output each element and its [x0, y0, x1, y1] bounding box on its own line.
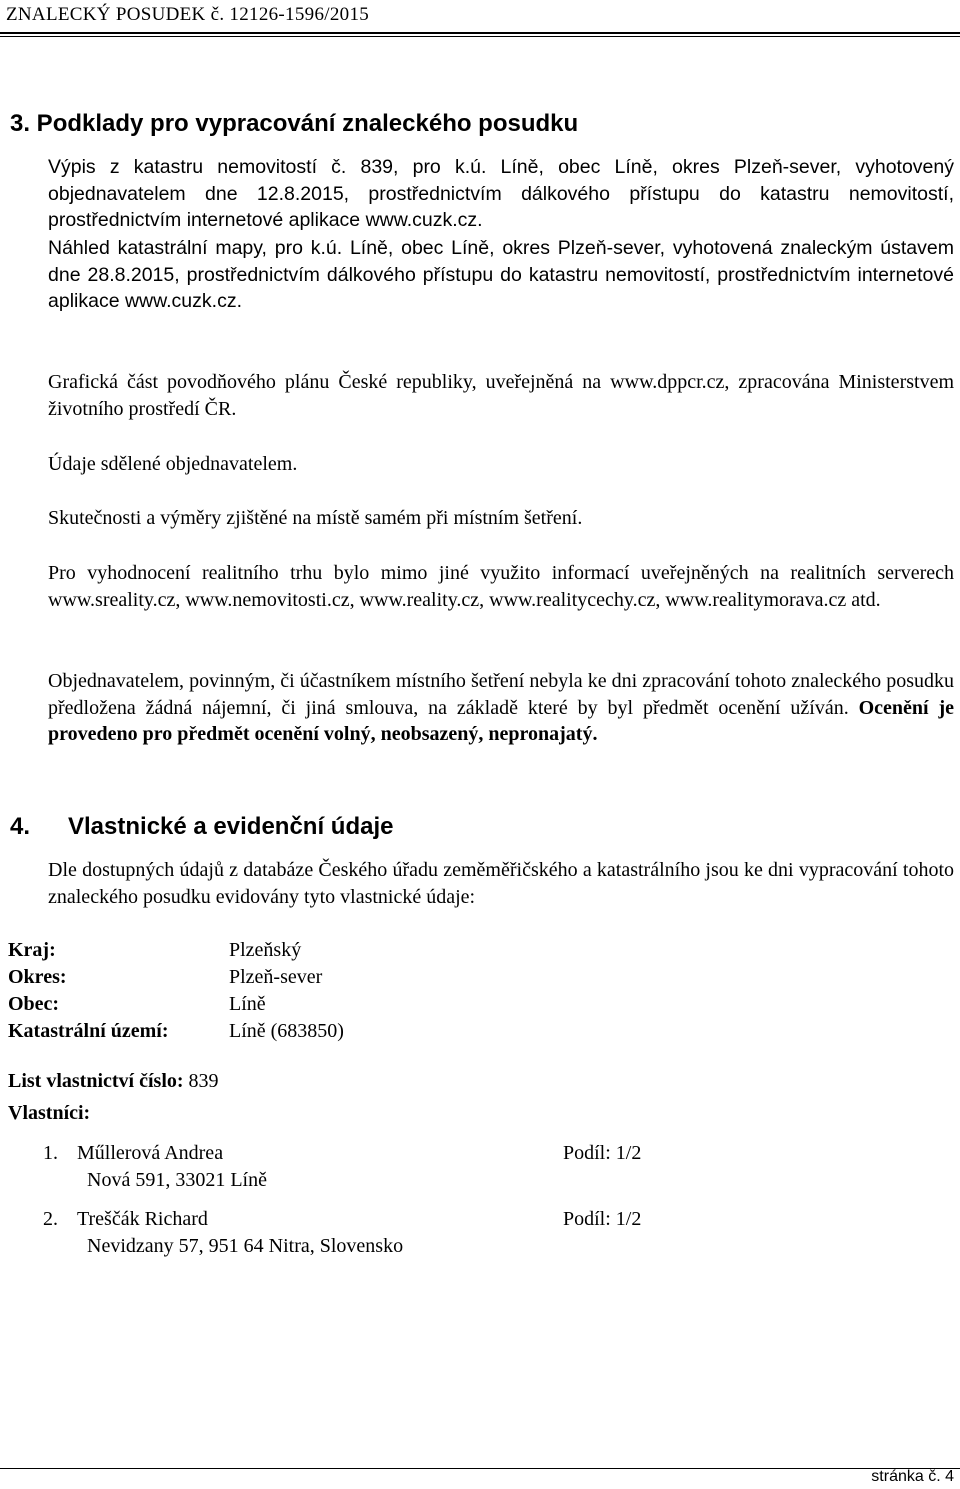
paragraph-lease-statement [48, 668, 954, 748]
ownership-sheet [8, 1068, 219, 1095]
paragraph-client-data: Údaje sdělené objednavatelem. [48, 453, 298, 475]
paragraph-real-estate-servers: Pro vyhodnocení realitního trhu bylo mimo jiné využito informací uveřejněných na realitních serverech www.sreality.cz, www.nemovitosti.cz, www.reality.cz, www.realitycechy.cz, www.realitymorava.cz atd. [48, 562, 954, 611]
section-4-number: 4. [10, 813, 31, 840]
lease-statement-text: Objednavatelem, povinným, či účastníkem místního šetření nebyla ke dni zpracování tohoto znaleckého posudku předložena žádná nájemní, či jiná smlouva, na základě které by byl předmět ocenění užíván. [48, 670, 954, 719]
owner-number: 2. [43, 1208, 58, 1230]
section-4-title: Vlastnické a evidenční údaje [68, 813, 394, 840]
document-title: ZNALECKÝ POSUDEK č. 12126-1596/2015 [6, 4, 370, 25]
paragraph-flood-plan: Grafická část povodňového plánu České republiky, uveřejněná na www.dppcr.cz, zpracována Ministerstvem životního prostředí ČR. [48, 371, 954, 420]
okres-value: Plzeň-sever [229, 966, 323, 988]
page-number: stránka č. 4 [871, 1468, 954, 1485]
section-3-heading: 3. Podklady pro vypracování znaleckého posudku [10, 110, 579, 137]
okres-label: Okres: [8, 966, 67, 988]
page-header [0, 0, 960, 36]
kraj-label: Kraj: [8, 939, 56, 961]
obec-value: Líně [229, 993, 266, 1015]
obec-label: Obec: [8, 993, 60, 1015]
footer-rule [0, 1468, 960, 1469]
ownership-sheet-value: 839 [188, 1070, 219, 1092]
owner-address: Nová 591, 33021 Líně [87, 1169, 267, 1191]
ownership-sheet-label: List vlastnictví číslo: [8, 1070, 184, 1092]
valuation-condition: Ocenění je provedeno pro předmět ocenění volný, neobsazený, nepronajatý. [48, 696, 955, 745]
header-rule [0, 32, 960, 34]
owner-number: 1. [43, 1142, 58, 1164]
owner-name: Treščák Richard [77, 1208, 208, 1230]
paragraph-cadastral-map: Náhled katastrální mapy, pro k.ú. Líně, obec Líně, okres Plzeň-sever, vyhotovená znaleckým ústavem dne 28.8.2015, prostřednictvím dálkového přístupu do katastru nemovitostí, prostřednictvím internetové aplikace www.cuzk.cz. [48, 237, 954, 312]
owner-share: Podíl: 1/2 [563, 1208, 642, 1230]
owner-address: Nevidzany 57, 951 64 Nitra, Slovensko [87, 1235, 404, 1257]
owners-label: Vlastníci: [8, 1102, 91, 1124]
owner-name: Műllerová Andrea [77, 1142, 224, 1164]
cadastral-area-value: Líně (683850) [229, 1020, 344, 1042]
paragraph-ownership-intro: Dle dostupných údajů z databáze Českého úřadu zeměměřičského a katastrálního jsou ke dni vypracování tohoto znaleckého posudku evidovány tyto vlastnické údaje: [48, 859, 954, 908]
kraj-value: Plzeňský [229, 939, 302, 961]
owner-share: Podíl: 1/2 [563, 1142, 642, 1164]
cadastral-area-label: Katastrální území: [8, 1020, 169, 1042]
paragraph-cadastre-extract: Výpis z katastru nemovitostí č. 839, pro k.ú. Líně, obec Líně, okres Plzeň-sever, vyhotovený objednavatelem dne 12.8.2015, prostřednictvím dálkového přístupu do katastru nemovitostí, prostřednictvím internetové aplikace www.cuzk.cz. [48, 156, 954, 231]
paragraph-site-survey: Skutečnosti a výměry zjištěné na místě samém při místním šetření. [48, 507, 583, 529]
header-rule-thin [0, 36, 960, 37]
